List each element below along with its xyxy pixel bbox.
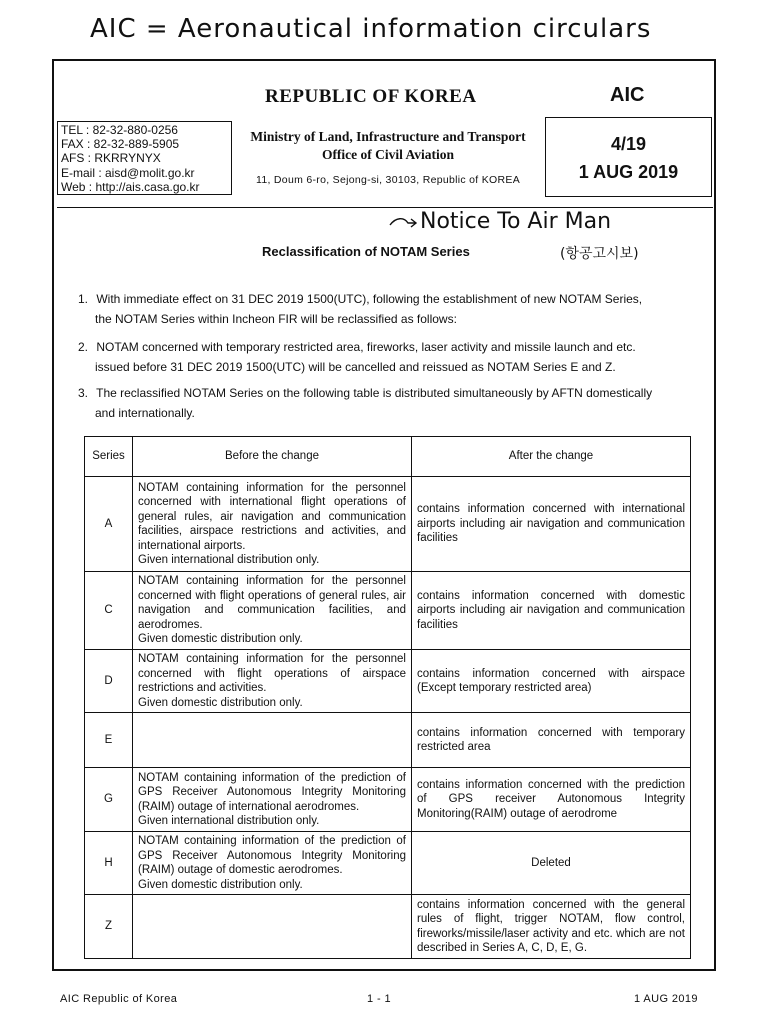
contact-email: E-mail : aisd@molit.go.kr [61,165,195,180]
handwritten-aic-definition: AIC = Aeronautical information circulars [90,14,652,44]
after-cell: contains information concerned with domestic airports including air navigation and communication facilities [412,572,691,650]
aic-number-box [545,117,712,197]
footer-date: 1 AUG 2019 [634,993,698,1005]
header-after: After the change [412,437,691,477]
paragraph-number: 1. [78,292,89,306]
series-cell: G [85,768,133,832]
table-row [85,713,691,768]
paragraph-1 [78,289,698,329]
paragraph-number: 2. [78,340,89,354]
before-cell [133,713,412,768]
paragraph-number: 3. [78,386,89,400]
series-cell: Z [85,895,133,959]
paragraph-text: the NOTAM Series within Incheon FIR will be reclassified as follows: [95,312,457,326]
series-cell: H [85,832,133,895]
paragraph-text: The reclassified NOTAM Series on the following table is distributed simultaneously by AFTN domestically [96,386,653,400]
table-header-row [85,437,691,477]
table-row [85,650,691,713]
paragraph-3 [78,383,698,423]
table-row [85,768,691,832]
subject-title: Reclassification of NOTAM Series [262,244,470,259]
contact-afs: AFS : RKRRYNYX [61,151,161,166]
aic-number: 4/19 [610,134,647,154]
series-cell: A [85,477,133,572]
doc-type-label: AIC [610,84,645,106]
paragraph-text: and internationally. [95,406,195,420]
distribution-note: Given domestic distribution only. [138,633,303,646]
before-cell [133,895,412,959]
after-cell: contains information concerned with airspace (Except temporary restricted area) [412,650,691,713]
paragraph-2 [78,337,698,377]
series-cell: C [85,572,133,650]
before-text: NOTAM containing information of the prediction of GPS Receiver Autonomous Integrity Monitoring (RAIM) outage of international aerodromes. [138,771,406,813]
distribution-note: Given international distribution only. [138,815,320,827]
after-cell: contains information concerned with the prediction of GPS receiver Autonomous Integrity Monitoring(RAIM) outage of aerodrome [412,768,691,832]
before-text: NOTAM containing information for the personnel concerned with international flight operations of general rules, air navigation and communication facilities, airspace restrictions and activities, and international airports. [138,481,406,552]
after-cell: contains information concerned with the general rules of flight, trigger NOTAM, flow control, fireworks/missile/laser activity and etc. which are not described in Series A, C, D, E, G. [412,895,691,959]
office-name: Office of Civil Aviation [321,147,455,162]
handwritten-notam-korean: (항공고시보) [560,246,639,262]
before-text: NOTAM containing information for the personnel concerned with flight operations of airspace restrictions and activities. [138,653,406,694]
header-series: Series [85,437,133,477]
aic-date: 1 AUG 2019 [578,162,679,182]
distribution-note: Given domestic distribution only. [138,878,303,891]
table-row [85,895,691,959]
before-text: NOTAM containing information of the prediction of GPS Receiver Autonomous Integrity Monitoring (RAIM) outage of domestic aerodromes. [138,835,406,876]
contact-fax: FAX : 82-32-889-5905 [61,137,180,152]
notam-series-table [84,436,691,959]
before-text: NOTAM containing information for the personnel concerned with flight operations of general rules, air navigation and communication facilities, and aerodromes. [138,575,406,631]
before-cell [133,650,412,713]
country-title: REPUBLIC OF KOREA [265,86,477,107]
distribution-note: Given international distribution only. [138,554,320,566]
footer-publication: AIC Republic of Korea [60,993,178,1005]
ministry-name: Ministry of Land, Infrastructure and Transport [250,129,526,144]
table-row [85,572,691,650]
handwritten-notam-meaning: Notice To Air Man [420,209,612,234]
table-row [85,477,691,572]
after-cell: Deleted [412,832,691,895]
issuing-authority [232,128,544,164]
paragraph-text: NOTAM concerned with temporary restricted area, fireworks, laser activity and missile launch and etc. [96,340,636,354]
series-cell: D [85,650,133,713]
header-before: Before the change [133,437,412,477]
contact-web: Web : http://ais.casa.go.kr [61,179,200,194]
table-row [85,832,691,895]
after-cell: contains information concerned with temporary restricted area [412,713,691,768]
distribution-note: Given domestic distribution only. [138,696,303,709]
contact-box [57,121,232,195]
contact-tel: TEL : 82-32-880-0256 [61,123,178,137]
footer-page-number: 1 - 1 [367,993,392,1005]
office-address: 11, Doum 6-ro, Sejong-si, 30103, Republic of KOREA [255,174,520,186]
before-cell [133,832,412,895]
before-cell [133,572,412,650]
series-cell: E [85,713,133,768]
before-cell [133,768,412,832]
paragraph-text: With immediate effect on 31 DEC 2019 1500(UTC), following the establishment of new NOTAM Series, [96,292,643,306]
header-divider [57,207,713,208]
before-cell [133,477,412,572]
paragraph-text: issued before 31 DEC 2019 1500(UTC) will be cancelled and reissued as NOTAM Series E and Z. [95,360,616,374]
after-cell: contains information concerned with international airports including air navigation and communication facilities [412,477,691,572]
